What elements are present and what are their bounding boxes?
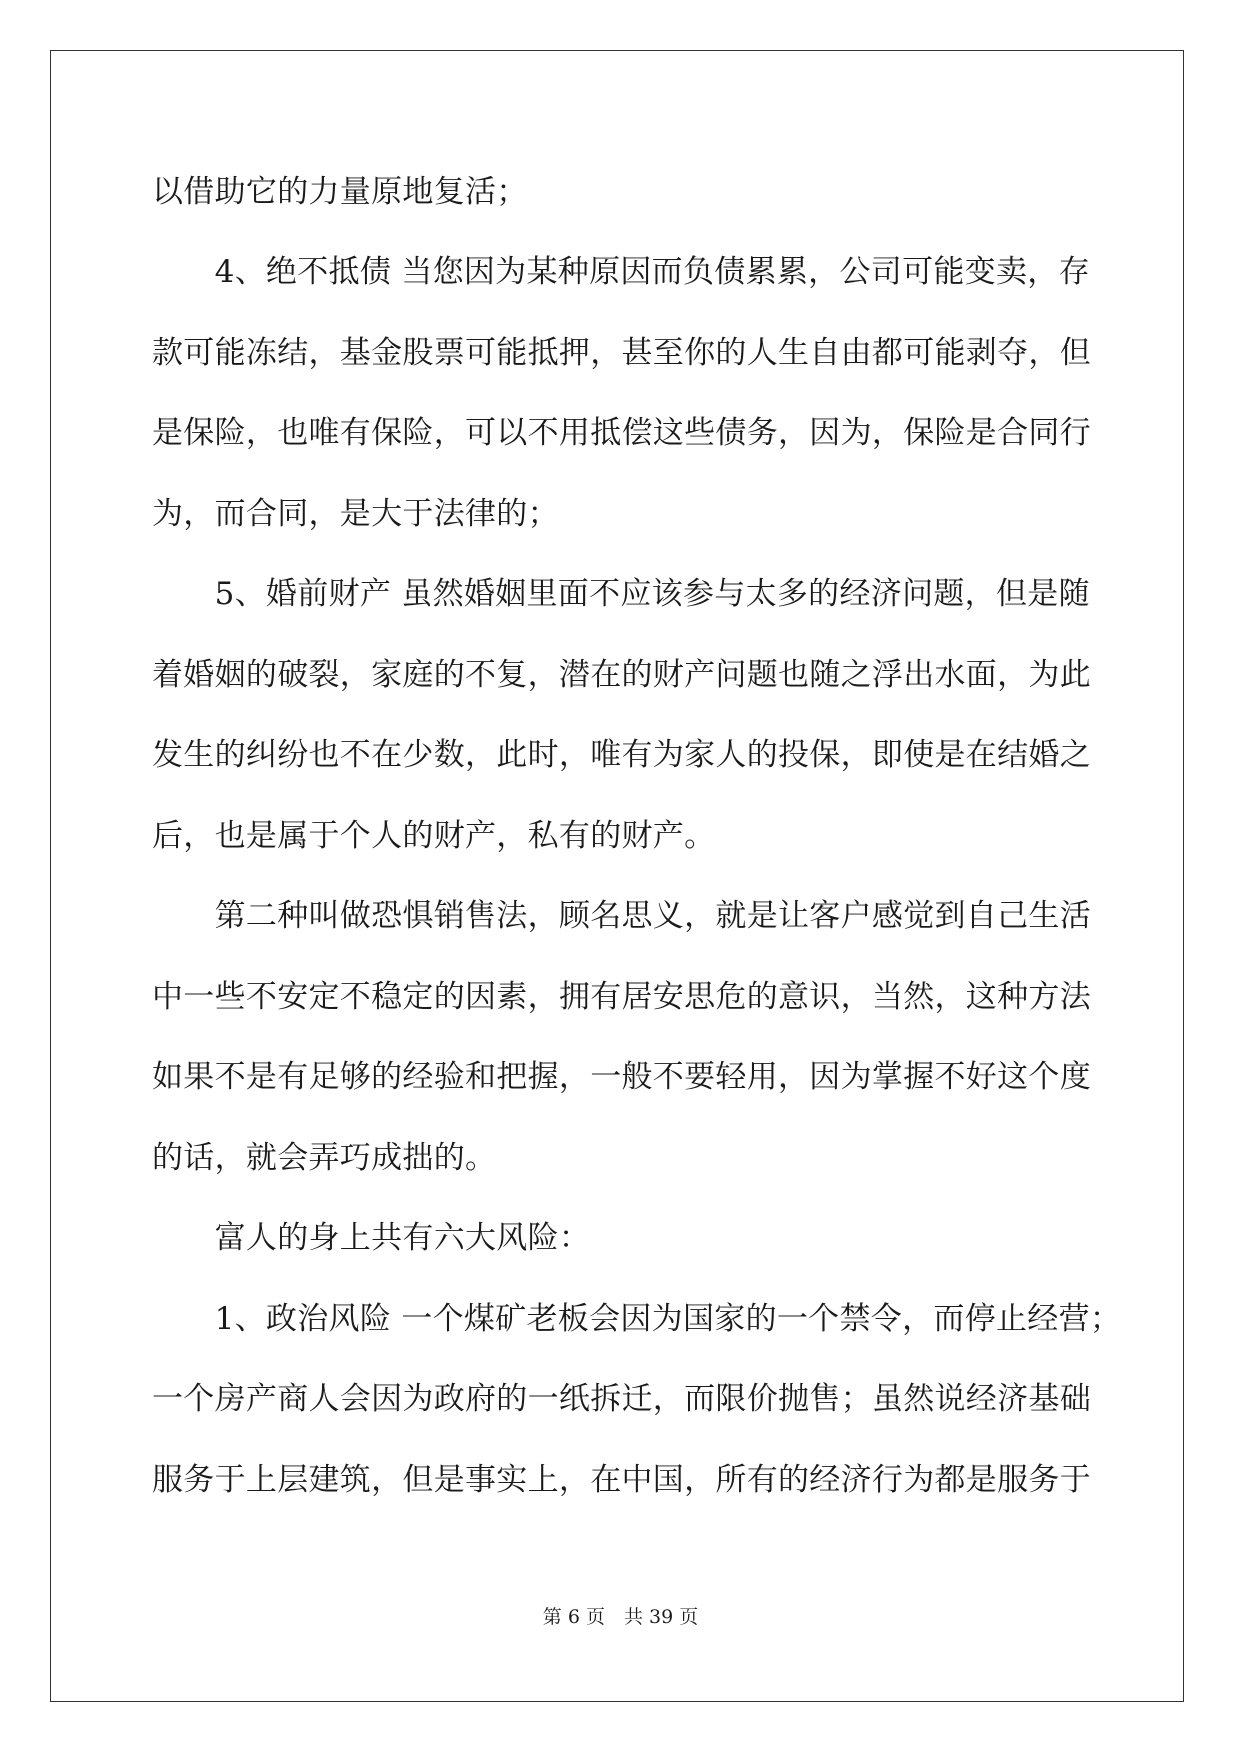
text-line-15: 1、政治风险 一个煤矿老板会因为国家的一个禁令，而停止经营；: [152, 1301, 1122, 1337]
text-line-9: 后，也是属于个人的财产，私有的财产。: [152, 818, 716, 854]
text-line-1: 以借助它的力量原地复活；: [152, 174, 528, 210]
text-line-2: 4、绝不抵债 当您因为某种原因而负债累累，公司可能变卖，存: [152, 254, 1090, 290]
text-line-12: 如果不是有足够的经验和把握，一般不要轻用，因为掌握不好这个度: [152, 1059, 1091, 1095]
text-line-5: 为，而合同，是大于法律的；: [152, 496, 559, 532]
text-line-14: 富人的身上共有六大风险：: [152, 1220, 591, 1256]
text-line-6: 5、婚前财产 虽然婚姻里面不应该参与太多的经济问题，但是随: [152, 576, 1090, 612]
text-line-4: 是保险，也唯有保险，可以不用抵偿这些债务，因为，保险是合同行: [152, 415, 1091, 451]
text-line-8: 发生的纠纷也不在少数，此时，唯有为家人的投保，即使是在结婚之: [152, 737, 1091, 773]
page-border: [50, 50, 1184, 1702]
text-line-3: 款可能冻结，基金股票可能抵押，甚至你的人生自由都可能剥夺，但: [152, 335, 1091, 371]
text-line-10: 第二种叫做恐惧销售法，顾名思义，就是让客户感觉到自己生活: [152, 898, 1091, 934]
page-number-footer: 第 6 页 共 39 页: [542, 1606, 699, 1628]
text-line-13: 的话，就会弄巧成拙的。: [152, 1140, 497, 1176]
text-line-7: 着婚姻的破裂，家庭的不复，潜在的财产问题也随之浮出水面，为此: [152, 657, 1091, 693]
text-line-17: 服务于上层建筑，但是事实上，在中国，所有的经济行为都是服务于: [152, 1462, 1091, 1498]
text-line-16: 一个房产商人会因为政府的一纸拆迁，而限价抛售；虽然说经济基础: [152, 1381, 1091, 1417]
text-line-11: 中一些不安定不稳定的因素，拥有居安思危的意识，当然，这种方法: [152, 979, 1091, 1015]
